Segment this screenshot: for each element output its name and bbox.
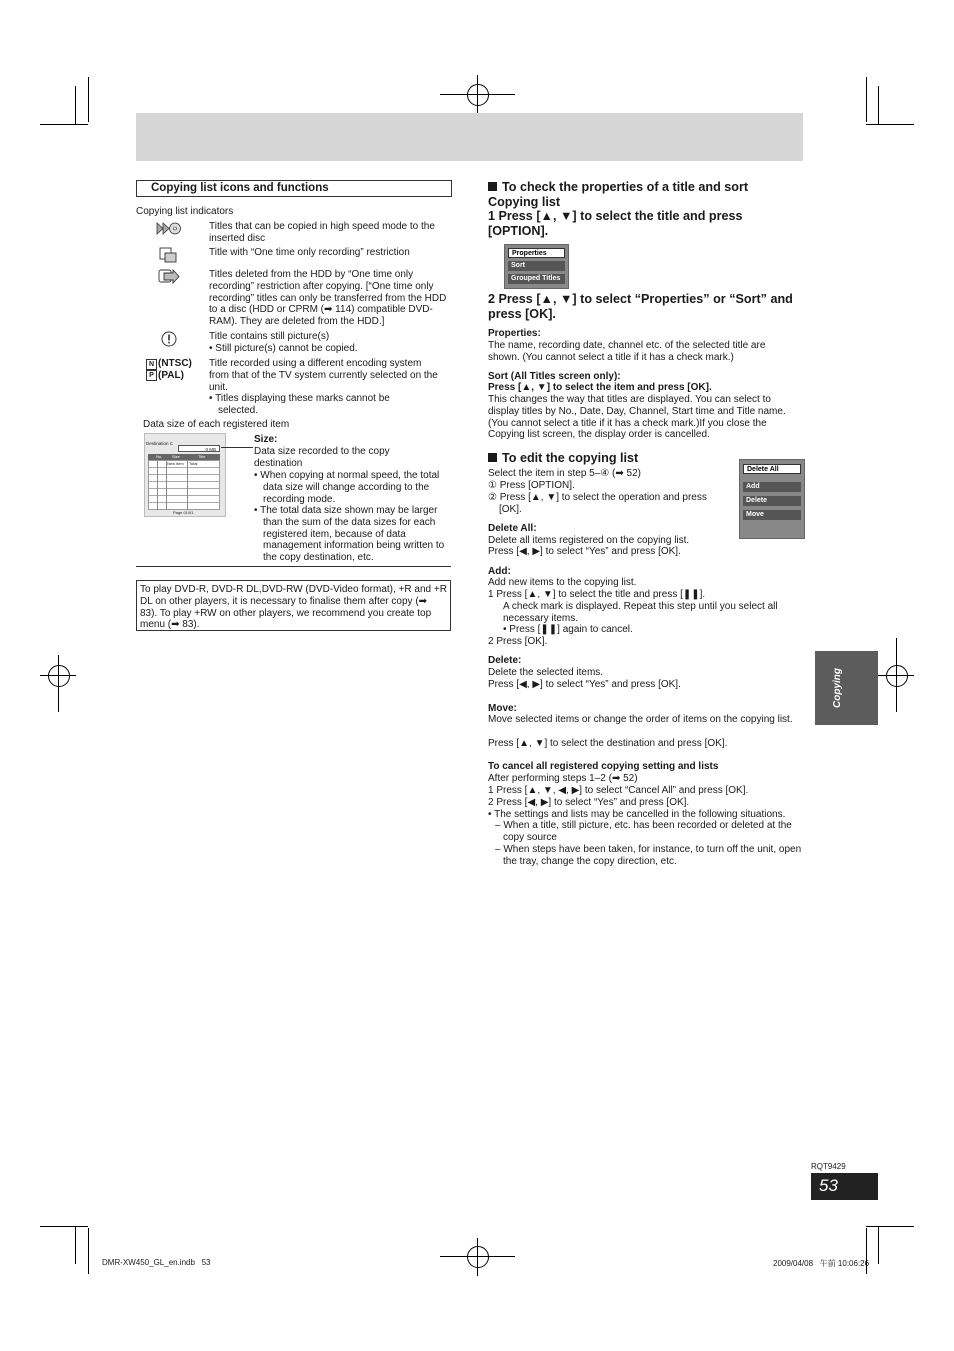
pal-label: (PAL) bbox=[158, 370, 184, 381]
thumb-col-size: Size bbox=[172, 454, 180, 459]
thumb-col-title: Title bbox=[198, 454, 206, 459]
add-step-1-bullet-text: Press [❚❚] again to cancel. bbox=[509, 624, 633, 635]
indicator-bullet-4: • Still picture(s) cannot be copied. bbox=[209, 343, 358, 354]
thumb-table-body bbox=[148, 460, 220, 510]
crop-mark bbox=[75, 86, 76, 124]
section-title: Copying list icons and functions bbox=[151, 182, 329, 194]
thumb-col-divider bbox=[166, 461, 167, 510]
copy-list-screen-thumbnail bbox=[144, 433, 226, 517]
thumb-col-divider bbox=[187, 461, 188, 510]
move-text-2: Press [▲, ▼] to select the destination and press [OK]. bbox=[488, 738, 728, 749]
thumb-destination: Destination C bbox=[146, 441, 174, 446]
edit-option-menu bbox=[739, 459, 805, 539]
registration-mark bbox=[886, 665, 908, 687]
encoding-text: Title recorded using a different encoding system from that of the TV system currently selected on the unit. bbox=[209, 358, 438, 393]
cancel-bullet: • The settings and lists may be cancelled in the following situations. bbox=[488, 809, 786, 820]
edit-intro: Select the item in step 5–④ (➡ 52) bbox=[488, 468, 641, 479]
exclamation-icon bbox=[161, 331, 177, 352]
edit-sub-2: ② Press [▲, ▼] to select the operation and press [OK]. bbox=[488, 492, 707, 515]
cancel-bullet-text: The settings and lists may be cancelled in the following situations. bbox=[494, 809, 786, 820]
note-box bbox=[136, 580, 451, 631]
menu-item-move[interactable]: Move bbox=[743, 510, 801, 520]
footer-left: DMR-XW450_GL_en.indb 53 bbox=[102, 1258, 211, 1267]
thumb-new-item: New item bbox=[167, 461, 184, 466]
delete-text-2: Press [◀, ▶] to select “Yes” and press [OK]. bbox=[488, 679, 681, 690]
size-label: Size: bbox=[254, 434, 278, 445]
crop-mark bbox=[88, 1228, 89, 1274]
size-bullet-1-text: When copying at normal speed, the total data size will change according to the recording mode. bbox=[260, 470, 440, 505]
delete-all-text-2: Press [◀, ▶] to select “Yes” and press [OK]. bbox=[488, 546, 681, 557]
delete-all-label: Delete All: bbox=[488, 523, 537, 534]
thumb-col-no: No. bbox=[156, 454, 163, 459]
add-step-1: 1 Press [▲, ▼] to select the title and press [❚❚]. bbox=[488, 589, 706, 600]
ntsc-label: (NTSC) bbox=[158, 358, 192, 369]
indicator-text-1: Titles that can be copied in high speed mode to the inserted disc bbox=[209, 221, 435, 244]
edit-sub-1: ① Press [OPTION]. bbox=[488, 480, 575, 491]
size-text: Data size recorded to the copy destination bbox=[254, 446, 390, 469]
size-bullet-1: • When copying at normal speed, the total data size will change according to the recording mode. bbox=[254, 470, 440, 505]
note-text: To play DVD-R, DVD-R DL,DVD-RW (DVD-Video format), +R and +R DL on other players, it is necessary to finalise them after copy (➡ 83). To play +RW on other players, we recommend you create top menu (➡ 83). bbox=[140, 584, 447, 631]
section-title-box bbox=[136, 180, 452, 197]
indicators-heading: Copying list indicators bbox=[136, 206, 234, 217]
add-text: Add new items to the copying list. bbox=[488, 577, 637, 588]
crop-mark bbox=[866, 1226, 914, 1227]
registration-mark bbox=[467, 1246, 489, 1268]
properties-label: Properties: bbox=[488, 328, 541, 339]
cancel-step-1: 1 Press [▲, ▼, ◀, ▶] to select “Cancel All” and press [OK]. bbox=[488, 785, 749, 796]
menu-item-properties[interactable]: Properties bbox=[508, 248, 565, 258]
move-label: Move: bbox=[488, 703, 517, 714]
crop-mark bbox=[75, 1226, 76, 1264]
delete-label: Delete: bbox=[488, 655, 522, 666]
properties-heading-row bbox=[488, 180, 798, 209]
sort-label: Sort (All Titles screen only): bbox=[488, 371, 621, 382]
properties-heading: To check the properties of a title and sort Copying list bbox=[488, 180, 749, 209]
cancel-dash-1: – When a title, still picture, etc. has been recorded or deleted at the copy source bbox=[495, 820, 792, 843]
registration-mark bbox=[48, 665, 70, 687]
crop-mark bbox=[40, 124, 88, 125]
cancel-dash-1-text: When a title, still picture, etc. has been recorded or deleted at the copy source bbox=[503, 820, 792, 843]
thumb-size-box bbox=[178, 445, 220, 452]
indicator-text-3: Titles deleted from the HDD by “One time only recording” restriction after copying. [“One time only recording” titles can only be transferred from the HDD to a disc (HDD or CPRM (➡ 114) compatible DVD-RAM). They are deleted from the HDD.] bbox=[209, 269, 447, 328]
option-menu bbox=[504, 244, 569, 289]
page-number-box bbox=[811, 1173, 878, 1200]
edit-heading: To edit the copying list bbox=[502, 451, 639, 465]
size-bullet-2: • The total data size shown may be larger than the sum of the data sizes for each registered item, because of data management information being written to the copy destination, etc. bbox=[254, 505, 445, 564]
header-band bbox=[136, 113, 803, 161]
thumb-col-divider bbox=[157, 461, 158, 510]
indicator-bullet-4-text: Still picture(s) cannot be copied. bbox=[215, 343, 358, 354]
indicator-text-4: Title contains still picture(s) bbox=[209, 331, 330, 342]
menu-item-delete-all[interactable]: Delete All bbox=[743, 464, 801, 474]
menu-item-delete[interactable]: Delete bbox=[743, 496, 801, 506]
crop-mark bbox=[878, 86, 879, 124]
cancel-dash-2-text: When steps have been taken, for instance, to turn off the unit, open the tray, change the copy direction, etc. bbox=[503, 844, 802, 867]
menu-item-grouped-titles[interactable]: Grouped Titles bbox=[508, 274, 565, 284]
deleted-arrow-icon bbox=[158, 269, 180, 290]
thumb-size-value: 0 MB bbox=[205, 447, 216, 452]
doc-code: RQT9429 bbox=[811, 1162, 846, 1171]
square-bullet-icon bbox=[488, 182, 497, 191]
cancel-label: To cancel all registered copying setting and lists bbox=[488, 761, 719, 772]
thumb-page: Page 01/01 bbox=[173, 510, 194, 515]
registration-mark bbox=[467, 84, 489, 106]
crop-mark bbox=[40, 1226, 88, 1227]
crop-mark bbox=[866, 77, 867, 122]
add-step-1-bullet: • Press [❚❚] again to cancel. bbox=[503, 624, 633, 635]
thumb-total: Total bbox=[189, 461, 198, 466]
ntsc-icon: N bbox=[146, 359, 157, 370]
pal-icon: P bbox=[146, 370, 157, 381]
high-speed-disc-icon bbox=[156, 222, 182, 240]
add-label: Add: bbox=[488, 566, 511, 577]
properties-text: The name, recording date, channel etc. of the selected title are shown. (You cannot select a title if it has a check mark.) bbox=[488, 340, 766, 363]
cancel-dash-2: – When steps have been taken, for instance, to turn off the unit, open the tray, change the copy direction, etc. bbox=[495, 844, 802, 867]
add-step-1-note: A check mark is displayed. Repeat this step until you select all necessary items. bbox=[503, 601, 778, 624]
encoding-bullet: • Titles displaying these marks cannot be selected. bbox=[209, 393, 390, 416]
crop-mark bbox=[88, 77, 89, 122]
data-size-heading: Data size of each registered item bbox=[143, 419, 290, 430]
page-number: 53 bbox=[819, 1176, 838, 1195]
properties-step-2: 2 Press [▲, ▼] to select “Properties” or “Sort” and press [OK]. bbox=[488, 292, 793, 321]
add-step-2: 2 Press [OK]. bbox=[488, 636, 548, 647]
delete-all-text-1: Delete all items registered on the copying list. bbox=[488, 535, 690, 546]
side-tab bbox=[815, 651, 878, 725]
indicator-text-2: Title with “One time only recording” restriction bbox=[209, 247, 410, 258]
menu-item-add[interactable]: Add bbox=[743, 482, 801, 492]
menu-item-sort[interactable]: Sort bbox=[508, 261, 565, 271]
size-pointer-line bbox=[221, 447, 253, 448]
crop-mark bbox=[878, 1226, 879, 1264]
encoding-bullet-text: Titles displaying these marks cannot be selected. bbox=[215, 393, 390, 416]
square-bullet-icon bbox=[488, 453, 497, 462]
cancel-intro: After performing steps 1–2 (➡ 52) bbox=[488, 773, 638, 784]
move-text-1: Move selected items or change the order of items on the copying list. bbox=[488, 714, 793, 725]
cancel-step-2: 2 Press [◀, ▶] to select “Yes” and press [OK]. bbox=[488, 797, 690, 808]
side-tab-label: Copying bbox=[832, 668, 843, 708]
section-divider bbox=[136, 566, 451, 567]
footer-right: 2009/04/08 午前 10:06:26 bbox=[773, 1259, 870, 1268]
sort-sub: Press [▲, ▼] to select the item and press [OK]. bbox=[488, 382, 712, 393]
crop-mark bbox=[866, 124, 914, 125]
one-time-recording-icon bbox=[159, 247, 177, 268]
size-bullet-2-text: The total data size shown may be larger than the sum of the data sizes for each registered item, because of data management information being written to the copy destination, etc. bbox=[260, 505, 445, 564]
sort-text: This changes the way that titles are displayed. You can select to display titles by No., Date, Day, Channel, Start time and Title name. (You cannot select a title if it has a check mark.)If you close the Copying list screen, the display order is cancelled. bbox=[488, 394, 786, 441]
properties-step-1: 1 Press [▲, ▼] to select the title and press [OPTION]. bbox=[488, 209, 743, 238]
delete-text-1: Delete the selected items. bbox=[488, 667, 604, 678]
